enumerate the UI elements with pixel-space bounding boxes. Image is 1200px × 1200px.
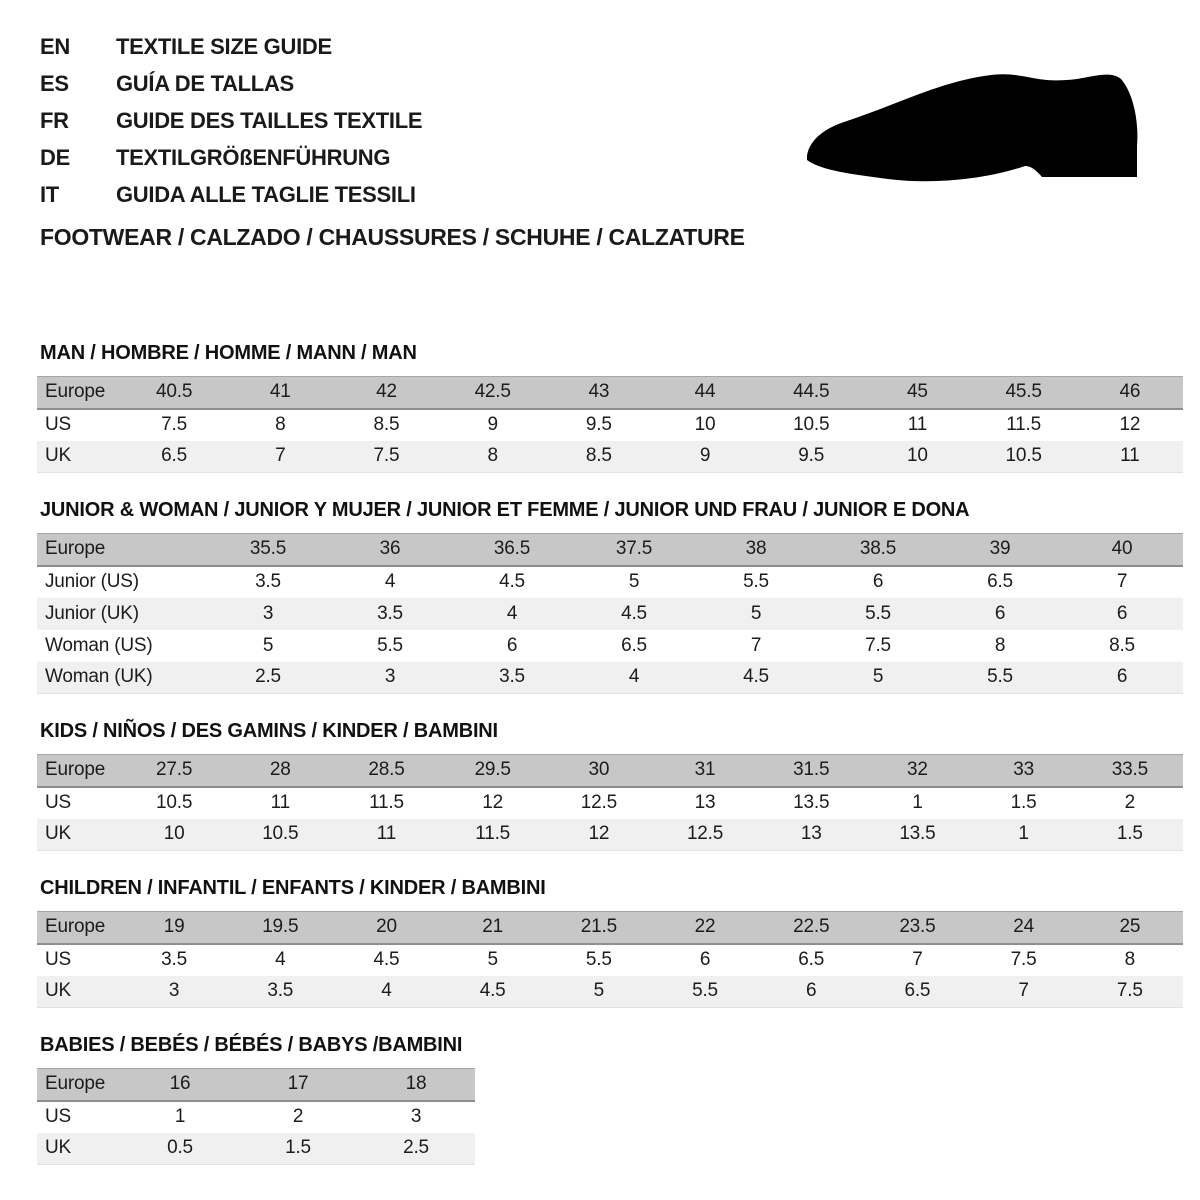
size-cell: 6.5	[161, 445, 187, 467]
size-cell: 8	[487, 445, 498, 467]
table-row-junior-us	[37, 566, 1183, 598]
size-cell: 5.5	[585, 949, 612, 970]
size-cell: 45	[907, 381, 928, 403]
size-cell: 45.5	[1005, 381, 1042, 403]
table-row-europe	[37, 912, 1183, 944]
size-cell: 1.5	[285, 1137, 311, 1159]
language-title: GUÍA DE TALLAS	[116, 71, 294, 96]
size-cell: 5	[872, 666, 884, 688]
table-row-europe	[37, 377, 1183, 409]
size-cell: 4	[381, 980, 392, 1002]
size-cell: 3	[384, 666, 396, 688]
size-cell: 12.5	[686, 823, 724, 845]
size-cell: 7.5	[1116, 980, 1143, 1002]
size-cell: 3.5	[255, 571, 281, 592]
language-row	[40, 102, 422, 139]
size-cell: 1	[1018, 823, 1029, 845]
size-cell: 8.5	[373, 414, 400, 435]
size-cell: 10.5	[1005, 445, 1042, 467]
size-cell: 2	[292, 1106, 304, 1127]
size-cell: 6	[1116, 666, 1128, 688]
size-table-babies	[37, 1068, 475, 1165]
size-cell: 11.5	[369, 792, 404, 813]
language-header	[40, 28, 422, 213]
size-cell: 5	[628, 571, 640, 592]
size-cell: 1	[174, 1106, 186, 1127]
row-label: US	[45, 1106, 71, 1127]
size-cell: 7	[912, 949, 923, 970]
language-title: TEXTILGRÖßENFÜHRUNG	[116, 145, 391, 170]
size-cell: 38	[745, 538, 767, 560]
size-table-title-junior-woman: JUNIOR & WOMAN / JUNIOR Y MUJER / JUNIOR ET FEMME / JUNIOR UND FRAU / JUNIOR E DONA	[40, 499, 970, 521]
size-cell: 11.5	[475, 823, 511, 845]
size-cell: 7.5	[1010, 949, 1037, 970]
size-cell: 21.5	[580, 916, 617, 938]
language-title: GUIDA ALLE TAGLIE TESSILI	[116, 182, 416, 207]
table-row-europe	[37, 755, 1183, 787]
size-cell: 31.5	[793, 759, 830, 781]
size-cell: 1.5	[1116, 823, 1143, 845]
language-code: DE	[40, 145, 70, 170]
size-cell: 6	[506, 634, 518, 656]
row-label: Europe	[45, 538, 106, 560]
size-cell: 4.5	[479, 980, 506, 1002]
row-label: Europe	[45, 381, 106, 403]
table-row-woman-us	[37, 630, 1183, 662]
size-cell: 7	[1018, 980, 1029, 1002]
size-cell: 10	[694, 414, 716, 435]
language-title: GUIDE DES TAILLES TEXTILE	[116, 108, 423, 133]
size-table-children	[37, 911, 1183, 1008]
size-cell: 10	[163, 823, 185, 845]
size-cell: 13.5	[793, 792, 830, 813]
size-cell: 29.5	[474, 759, 511, 781]
row-label: UK	[45, 823, 71, 845]
size-cell: 5	[487, 949, 498, 970]
size-cell: 4	[506, 602, 518, 624]
size-cell: 43	[588, 381, 610, 403]
size-cell: 7.5	[865, 634, 891, 656]
table-row-uk	[37, 441, 1183, 473]
size-cell: 44.5	[793, 381, 830, 403]
size-cell: 4.5	[373, 949, 400, 970]
table-row-junior-uk	[37, 598, 1183, 630]
size-cell: 9.5	[585, 414, 612, 435]
size-cell: 5	[262, 634, 274, 656]
size-cell: 12.5	[580, 792, 617, 813]
table-row-us	[37, 409, 1183, 441]
size-cell: 6	[806, 980, 817, 1002]
size-cell: 6.5	[621, 634, 647, 656]
size-cell: 39	[989, 538, 1011, 560]
table-row-woman-uk	[37, 662, 1183, 694]
size-table-section-children	[37, 877, 1183, 1008]
size-cell: 44	[694, 381, 716, 403]
size-cell: 3.5	[267, 980, 294, 1002]
size-table-title-man: MAN / HOMBRE / HOMME / MANN / MAN	[40, 342, 417, 364]
size-cell: 28.5	[368, 759, 405, 781]
size-cell: 22.5	[793, 916, 830, 938]
size-cell: 12	[588, 823, 610, 845]
size-cell: 2.5	[403, 1137, 429, 1159]
size-cell: 3	[410, 1106, 422, 1127]
size-cell: 0.5	[167, 1137, 193, 1159]
size-cell: 4.5	[621, 602, 647, 624]
row-label: US	[45, 949, 71, 970]
size-cell: 6	[1116, 602, 1128, 624]
size-cell: 6	[872, 571, 884, 592]
size-table-section-babies	[37, 1034, 1183, 1165]
size-cell: 5.5	[743, 571, 769, 592]
size-cell: 25	[1119, 916, 1141, 938]
size-cell: 37.5	[615, 538, 653, 560]
size-cell: 40	[1111, 538, 1133, 560]
row-label: UK	[45, 1137, 71, 1159]
size-cell: 13	[694, 792, 716, 813]
table-row-uk	[37, 976, 1183, 1008]
size-cell: 11	[270, 792, 290, 813]
size-table-man	[37, 376, 1183, 473]
size-cell: 33	[1013, 759, 1034, 781]
size-cell: 10.5	[793, 414, 830, 435]
size-cell: 46	[1119, 381, 1141, 403]
size-cell: 11	[376, 823, 397, 845]
size-cell: 40.5	[156, 381, 193, 403]
size-cell: 11	[907, 414, 928, 435]
size-table-junior-woman	[37, 533, 1183, 694]
row-label: Junior (US)	[45, 571, 139, 592]
size-cell: 7.5	[373, 445, 400, 467]
size-cell: 38.5	[859, 538, 897, 560]
category-heading: FOOTWEAR / CALZADO / CHAUSSURES / SCHUHE / CALZATURE	[40, 224, 745, 250]
row-label: Europe	[45, 916, 106, 938]
size-cell: 8.5	[585, 445, 612, 467]
size-cell: 7	[275, 445, 286, 467]
row-label: Europe	[45, 1073, 106, 1095]
size-cell: 11.5	[1006, 414, 1041, 435]
size-table-kids	[37, 754, 1183, 851]
size-cell: 32	[907, 759, 928, 781]
size-cell: 1	[912, 792, 923, 813]
size-cell: 6	[994, 602, 1006, 624]
size-cell: 30	[588, 759, 610, 781]
size-cell: 1.5	[1010, 792, 1037, 813]
row-label: UK	[45, 980, 71, 1002]
row-label: UK	[45, 445, 71, 467]
row-label: Woman (US)	[45, 634, 153, 656]
size-cell: 20	[376, 916, 397, 938]
table-row-us	[37, 944, 1183, 976]
size-cell: 5.5	[692, 980, 718, 1002]
size-cell: 13	[800, 823, 822, 845]
size-cell: 3	[262, 602, 274, 624]
size-cell: 7	[750, 634, 762, 656]
size-cell: 12	[482, 792, 504, 813]
size-cell: 5.5	[865, 602, 891, 624]
language-code: EN	[40, 34, 70, 59]
size-cell: 12	[1119, 414, 1141, 435]
size-cell: 8.5	[1109, 634, 1135, 656]
size-cell: 8	[1124, 949, 1136, 970]
size-cell: 36	[379, 538, 401, 560]
size-cell: 8	[994, 634, 1006, 656]
language-row	[40, 176, 422, 213]
table-row-europe	[37, 1069, 475, 1101]
size-cell: 19.5	[262, 916, 299, 938]
language-code: ES	[40, 71, 69, 96]
size-table-title-babies: BABIES / BEBÉS / BÉBÉS / BABYS /BAMBINI	[40, 1034, 463, 1056]
size-cell: 11	[1120, 445, 1140, 467]
size-cell: 9	[699, 445, 711, 467]
row-label: US	[45, 792, 71, 813]
size-cell: 4	[628, 666, 640, 688]
size-cell: 18	[405, 1073, 427, 1095]
size-cell: 42	[376, 381, 397, 403]
size-cell: 28	[269, 759, 291, 781]
language-row	[40, 139, 422, 176]
dress-shoe-icon	[780, 50, 1200, 235]
size-cell: 35.5	[249, 538, 287, 560]
row-label: Junior (UK)	[45, 602, 139, 624]
row-label: US	[45, 414, 71, 435]
size-cell: 4.5	[499, 571, 525, 592]
size-cell: 17	[287, 1073, 309, 1095]
language-title: TEXTILE SIZE GUIDE	[116, 34, 332, 59]
language-row	[40, 65, 422, 102]
size-tables	[37, 342, 1183, 1191]
size-cell: 3	[168, 980, 180, 1002]
size-cell: 8	[275, 414, 286, 435]
size-cell: 3.5	[499, 666, 525, 688]
size-cell: 19	[163, 916, 185, 938]
size-cell: 10.5	[262, 823, 299, 845]
language-code: FR	[40, 108, 69, 133]
size-cell: 6	[699, 949, 711, 970]
size-cell: 7	[1116, 571, 1128, 592]
size-cell: 2.5	[255, 666, 281, 688]
size-cell: 9	[487, 414, 498, 435]
size-cell: 4	[384, 571, 396, 592]
size-cell: 7.5	[161, 414, 187, 435]
size-cell: 36.5	[493, 538, 531, 560]
size-cell: 6.5	[987, 571, 1013, 592]
size-cell: 42.5	[474, 381, 511, 403]
size-cell: 27.5	[156, 759, 193, 781]
size-cell: 5	[593, 980, 605, 1002]
table-row-us	[37, 1101, 475, 1133]
size-cell: 24	[1013, 916, 1034, 938]
size-cell: 23.5	[899, 916, 936, 938]
size-cell: 41	[269, 381, 291, 403]
size-table-section-junior-woman	[37, 499, 1183, 694]
table-row-europe	[37, 534, 1183, 566]
table-row-us	[37, 787, 1183, 819]
size-table-title-kids: KIDS / NIÑOS / DES GAMINS / KINDER / BAMBINI	[40, 720, 498, 742]
size-table-title-children: CHILDREN / INFANTIL / ENFANTS / KINDER / BAMBINI	[40, 877, 546, 899]
size-cell: 13.5	[899, 823, 936, 845]
size-cell: 31	[694, 759, 716, 781]
size-cell: 9.5	[798, 445, 825, 467]
size-cell: 10.5	[156, 792, 193, 813]
size-cell: 6.5	[798, 949, 825, 970]
size-cell: 5.5	[377, 634, 403, 656]
language-code: IT	[40, 182, 59, 207]
size-cell: 5.5	[987, 666, 1013, 688]
size-cell: 6.5	[904, 980, 931, 1002]
size-cell: 3.5	[377, 602, 403, 624]
size-table-section-kids	[37, 720, 1183, 851]
table-row-uk	[37, 1133, 475, 1165]
size-cell: 4.5	[743, 666, 769, 688]
language-row	[40, 28, 422, 65]
row-label: Europe	[45, 759, 106, 781]
size-cell: 22	[694, 916, 716, 938]
size-cell: 5	[750, 602, 762, 624]
size-cell: 10	[907, 445, 928, 467]
size-cell: 3.5	[161, 949, 187, 970]
size-cell: 21	[482, 916, 504, 938]
row-label: Woman (UK)	[45, 666, 153, 688]
size-table-section-man	[37, 342, 1183, 473]
table-row-uk	[37, 819, 1183, 851]
size-cell: 33.5	[1111, 759, 1148, 781]
size-cell: 2	[1124, 792, 1136, 813]
size-cell: 16	[169, 1073, 191, 1095]
size-cell: 4	[275, 949, 286, 970]
